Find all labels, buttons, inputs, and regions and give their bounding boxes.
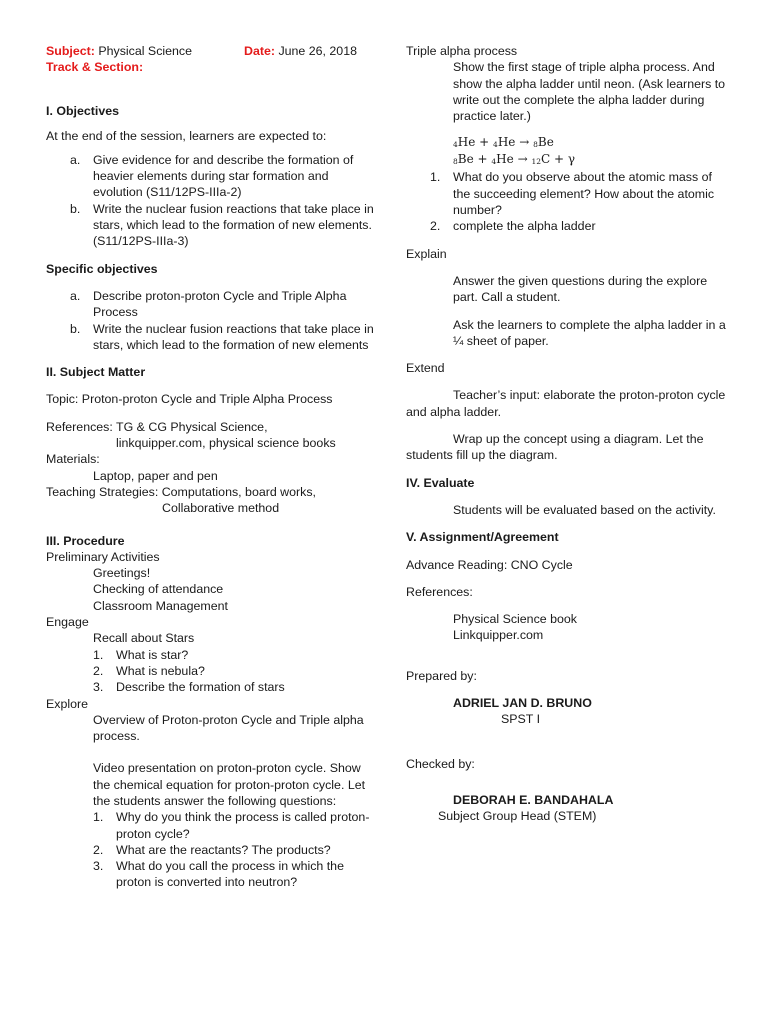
explain-label: Explain <box>406 246 447 261</box>
gamma-symbol: γ <box>567 152 576 167</box>
subject-label: Subject: <box>46 44 95 58</box>
mass-number: 4 <box>491 157 497 167</box>
mass-number: 4 <box>493 140 498 150</box>
date-field <box>244 43 357 59</box>
prepared-by-name: ADRIEL JAN D. BRUNO <box>453 696 592 711</box>
explore-questions <box>46 809 376 890</box>
mass-number: 4 <box>453 140 458 150</box>
right-column <box>406 43 726 825</box>
equation-he-he-be: $_4$He + $_4$He → $_8$Be <box>453 135 554 150</box>
checked-by-title: Subject Group Head (STEM) <box>438 809 597 824</box>
list-item <box>406 218 726 234</box>
list-item-text: What is star? <box>116 647 189 662</box>
list-item-text: Write the nuclear fusion reactions that take place in stars, which lead to the formation of new elements. (S11/12PS-IIIa-3) <box>93 201 374 249</box>
checked-by-name: DEBORAH E. BANDAHALA <box>453 792 614 807</box>
list-marker: 2. <box>93 663 104 678</box>
date-label: Date: <box>244 44 275 58</box>
explore-video: Video presentation on proton-proton cycle. Show the chemical equation for proton-proton cycle. Let the students answer the following questions: <box>93 761 366 808</box>
assignment-heading: V. Assignment/Agreement <box>406 530 559 545</box>
specific-objectives-heading: Specific objectives <box>46 261 158 276</box>
mass-number: 8 <box>453 157 458 167</box>
specific-objectives-list <box>46 288 376 353</box>
triple-alpha-label: Triple alpha process <box>406 44 518 58</box>
list-item <box>46 679 376 695</box>
triple-alpha-text: Show the first stage of triple alpha process. And show the alpha ladder until neon. (Ask learners to write out the complete the alpha ladder during practice later.) <box>453 60 726 124</box>
preliminary-label: Preliminary Activities <box>46 549 160 564</box>
list-item-text: What do you call the process in which the proton is converted into neutron? <box>116 859 344 890</box>
list-item-text: Describe proton-proton Cycle and Triple Alpha Process <box>93 288 347 320</box>
subject-matter-heading: II. Subject Matter <box>46 365 146 380</box>
list-item-text: What do you observe about the atomic mass of the succeeding element? How about the atomic number? <box>453 170 715 218</box>
checked-by-label: Checked by: <box>406 756 475 771</box>
mass-number: 12 <box>531 157 541 167</box>
objectives-heading: I. Objectives <box>46 104 120 119</box>
materials-value: Laptop, paper and pen <box>93 468 218 483</box>
engage-label: Engage <box>46 615 89 630</box>
alpha-ladder-questions <box>406 169 726 234</box>
left-column <box>46 43 376 891</box>
element-symbol: He <box>496 152 514 167</box>
list-item-text: Describe the formation of stars <box>116 680 285 695</box>
list-item-text: Why do you think the process is called proton-proton cycle? <box>116 810 370 841</box>
list-item-text: What are the reactants? The products? <box>116 842 331 857</box>
list-marker: 2. <box>430 219 441 234</box>
procedure-heading: III. Procedure <box>46 533 125 548</box>
topic-line: Topic: Proton-proton Cycle and Triple Alpha Process <box>46 392 333 407</box>
track-section-label: Track & Section: <box>46 60 144 74</box>
prepared-by-title: SPST I <box>501 712 541 727</box>
references-line-continued: linkquipper.com, physical science books <box>116 436 336 451</box>
explore-label: Explore <box>46 696 89 711</box>
teaching-strategies-line: Teaching Strategies: Computations, board works, <box>46 484 316 499</box>
engage-list <box>46 647 376 696</box>
date-value: June 26, 2018 <box>278 44 357 58</box>
preliminary-item: Classroom Management <box>93 598 228 613</box>
list-item <box>46 152 376 201</box>
preliminary-item: Checking of attendance <box>93 582 224 597</box>
list-marker: 2. <box>93 842 104 857</box>
teaching-strategies-continued: Collaborative method <box>162 501 280 516</box>
list-marker: a. <box>70 152 81 167</box>
list-item <box>46 201 376 250</box>
subject-value: Physical Science <box>98 44 193 58</box>
explore-overview: Overview of Proton-proton Cycle and Triple alpha process. <box>93 712 364 744</box>
list-item-text: complete the alpha ladder <box>453 219 596 234</box>
references-label: References: <box>406 584 473 599</box>
list-item <box>46 647 376 663</box>
list-item <box>46 858 376 891</box>
mass-number: 8 <box>533 140 538 150</box>
list-marker: 1. <box>430 170 441 185</box>
element-symbol: He <box>497 135 516 150</box>
list-marker: b. <box>70 321 81 336</box>
explain-paragraph: Answer the given questions during the explore part. Call a student. <box>453 273 708 305</box>
reference-item: Physical Science book <box>453 612 577 627</box>
list-item <box>46 288 376 321</box>
element-symbol: He <box>457 135 476 150</box>
list-marker: 1. <box>93 810 104 825</box>
element-symbol: C <box>540 152 551 167</box>
assignment-text: Advance Reading: CNO Cycle <box>406 557 573 572</box>
references-line: References: TG & CG Physical Science, <box>46 419 268 434</box>
extend-label: Extend <box>406 361 445 376</box>
extend-paragraph: Teacher’s input: elaborate the proton-proton cycle and alpha ladder. <box>406 388 726 419</box>
reference-item: Linkquipper.com <box>453 628 544 643</box>
list-item <box>46 842 376 858</box>
evaluate-heading: IV. Evaluate <box>406 475 475 490</box>
element-symbol: Be <box>457 152 474 167</box>
list-item-text: What is nebula? <box>116 663 205 678</box>
objectives-list <box>46 152 376 250</box>
list-item-text: Write the nuclear fusion reactions that take place in stars, which lead to the formation of new elements <box>93 321 374 352</box>
list-marker: b. <box>70 201 81 216</box>
list-marker: a. <box>70 288 81 303</box>
list-marker: 1. <box>93 647 104 662</box>
subject-line <box>46 43 376 59</box>
list-item <box>406 169 726 218</box>
element-symbol: Be <box>537 135 554 150</box>
evaluate-text: Students will be evaluated based on the activity. <box>453 502 716 517</box>
preliminary-item: Greetings! <box>93 566 151 581</box>
list-item <box>46 809 376 842</box>
list-marker: 3. <box>93 680 104 695</box>
equation-be-he-c: $_8$Be + $_4$He → $_{12}$C + γ <box>453 152 576 167</box>
engage-recall: Recall about Stars <box>93 631 195 646</box>
list-item <box>46 663 376 679</box>
explain-paragraph: Ask the learners to complete the alpha ladder in a ¼ sheet of paper. <box>453 317 726 348</box>
extend-paragraph: Wrap up the concept using a diagram. Let the students fill up the diagram. <box>406 432 704 463</box>
list-item-text: Give evidence for and describe the formation of heavier elements during star formation and evolution (S11/12PS-IIIa-2) <box>93 152 354 200</box>
prepared-by-label: Prepared by: <box>406 668 477 683</box>
objectives-intro: At the end of the session, learners are expected to: <box>46 128 327 143</box>
list-item <box>46 321 376 354</box>
materials-label: Materials: <box>46 452 100 467</box>
list-marker: 3. <box>93 859 104 874</box>
